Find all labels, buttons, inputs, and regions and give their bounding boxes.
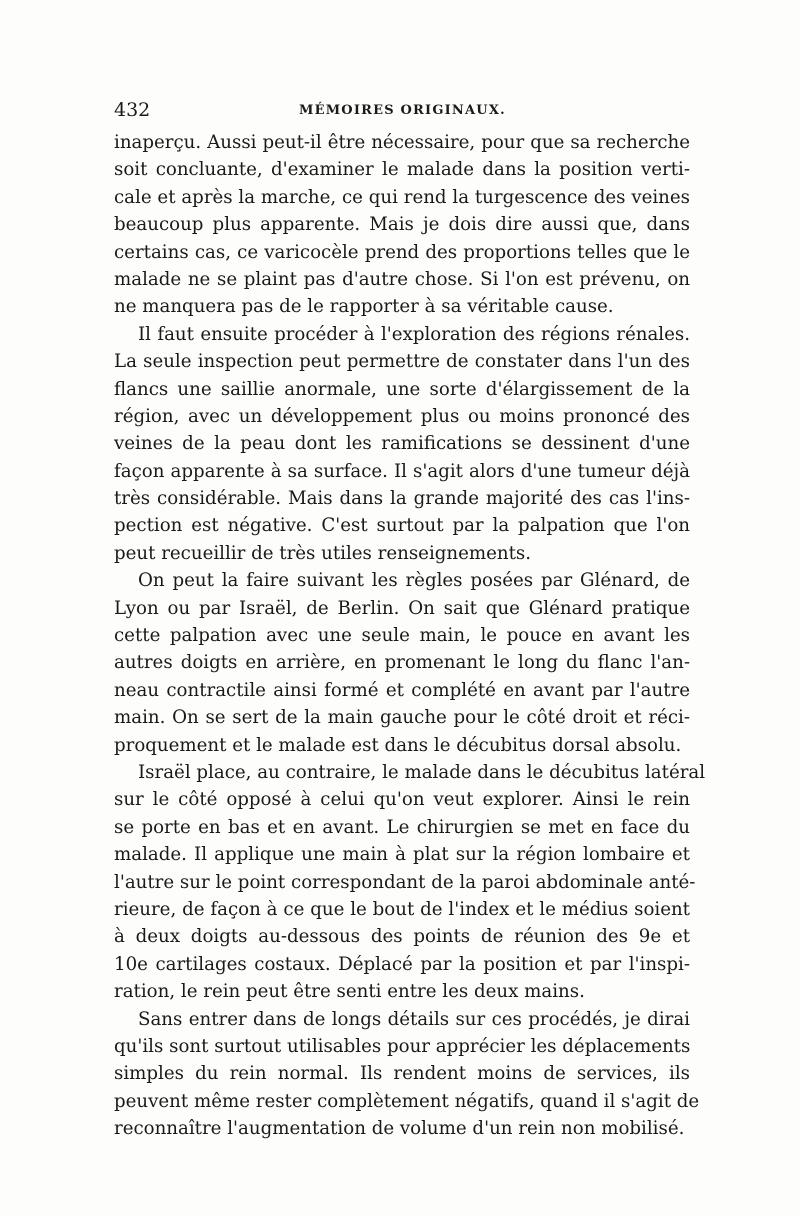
text-line: ration, le rein peut être senti entre les deux mains.: [114, 981, 585, 1003]
text-line: région, avec un développement plus ou moins prononcé des: [114, 405, 690, 427]
text-line: malade ne se plaint pas d'autre chose. Si l'on est prévenu, on: [114, 268, 690, 290]
text-line: Sans entrer dans de longs détails sur ces procédés, je dirai: [138, 1008, 690, 1030]
text-line: neau contractile ainsi formé et complété en avant par l'autre: [114, 679, 690, 701]
page-number: 432: [114, 99, 151, 121]
text-line: La seule inspection peut permettre de constater dans l'un des: [114, 351, 690, 373]
text-line: inaperçu. Aussi peut-il être nécessaire, pour que sa recherche: [114, 132, 690, 153]
running-head: MÉMOIRES ORIGINAUX.: [299, 103, 506, 118]
text-line: autres doigts en arrière, en promenant le long du flanc l'an-: [114, 652, 690, 674]
text-line: proquement et le malade est dans le décubitus dorsal absolu.: [114, 734, 682, 756]
text-line: malade. Il applique une main à plat sur la région lombaire et: [114, 844, 690, 866]
text-line: cale et après la marche, ce qui rend la turgescence des veines: [114, 186, 690, 208]
text-line: beaucoup plus apparente. Mais je dois dire aussi que, dans: [114, 214, 690, 236]
text-line: rieure, de façon à ce que le bout de l'index et le médius soient: [114, 898, 690, 920]
text-line: Il faut ensuite procéder à l'exploration des régions rénales.: [138, 323, 690, 345]
text-line: simples du rein normal. Ils rendent moins de services, ils: [114, 1063, 690, 1085]
text-line: veines de la peau dont les ramifications se dessinent d'une: [114, 433, 690, 455]
text-line: très considérable. Mais dans la grande majorité des cas l'ins-: [114, 488, 690, 510]
text-line: qu'ils sont surtout utilisables pour apprécier les déplacements: [114, 1035, 691, 1057]
text-line: l'autre sur le point correspondant de la paroi abdominale anté-: [114, 871, 696, 893]
text-line: se porte en bas et en avant. Le chirurgien se met en face du: [114, 816, 690, 838]
text-line: certains cas, ce varicocèle prend des proportions telles que le: [114, 241, 690, 263]
text-line: cette palpation avec une seule main, le pouce en avant les: [114, 625, 690, 647]
text-line: Lyon ou par Israël, de Berlin. On sait que Glénard pratique: [114, 597, 690, 619]
paragraph: [114, 321, 690, 568]
text-line: ne manquera pas de le rapporter à sa véritable cause.: [114, 296, 614, 318]
page-header: [114, 99, 686, 123]
text-line: peuvent même rester complètement négatifs, quand il s'agit de: [114, 1090, 700, 1112]
text-line: pection est négative. C'est surtout par la palpation que l'on: [114, 515, 690, 537]
text-line: façon apparente à sa surface. Il s'agit alors d'une tumeur déjà: [114, 460, 690, 482]
text-line: soit concluante, d'examiner le malade dans la position verti-: [114, 159, 690, 181]
text-line: à deux doigts au-dessous des points de réunion des 9e et: [114, 926, 690, 948]
text-line: Israël place, au contraire, le malade dans le décubitus latéral: [138, 761, 706, 783]
text-line: 10e cartilages costaux. Déplacé par la position et par l'inspi-: [114, 953, 690, 975]
text-line: reconnaître l'augmentation de volume d'un rein non mobilisé.: [114, 1118, 685, 1140]
text-line: sur le côté opposé à celui qu'on veut explorer. Ainsi le rein: [114, 789, 690, 811]
text-line: flancs une saillie anormale, une sorte d'élargissement de la: [114, 378, 690, 400]
body-text: [114, 129, 706, 1142]
text-line: main. On se sert de la main gauche pour le côté droit et réci-: [114, 707, 690, 729]
paragraph: [114, 759, 706, 1006]
text-line: peut recueillir de très utiles renseignements.: [114, 542, 532, 564]
text-line: On peut la faire suivant les règles posées par Glénard, de: [138, 570, 690, 592]
paragraph: [114, 129, 690, 321]
paragraph: [114, 1006, 700, 1143]
paragraph: [114, 567, 690, 759]
